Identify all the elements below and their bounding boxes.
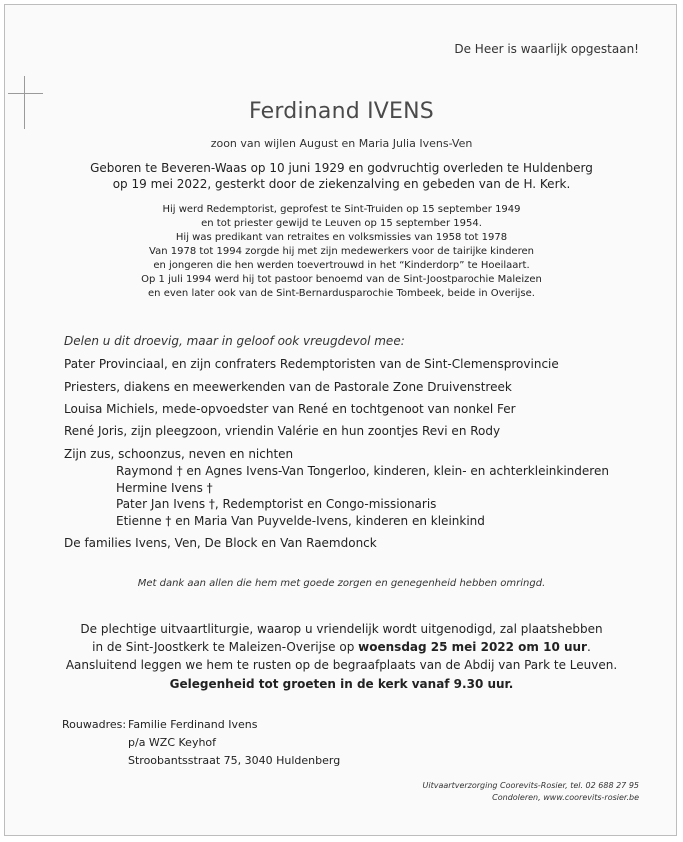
- mourner-group: René Joris, zijn pleegzoon, vriendin Valérie en hun zoontjes Revi en Rody: [64, 424, 501, 438]
- motto: De Heer is waarlijk opgestaan!: [454, 42, 639, 56]
- undertaker-line: Uitvaartverzorging Coorevits-Rosier, tel. 02 688 27 95: [422, 781, 639, 790]
- biography-line: Op 1 juli 1994 werd hij tot pastoor benoemd van de Sint-Joostparochie Maleizen: [141, 274, 542, 285]
- relative-line: Pater Jan Ivens †, Redemptorist en Congo-missionaris: [116, 497, 437, 511]
- mourner-group: Pater Provinciaal, en zijn confraters Redemptoristen van de Sint-Clemensprovincie: [64, 357, 559, 371]
- condolence-line: Condoleren, www.coorevits-rosier.be: [492, 793, 639, 802]
- biography-line: Van 1978 tot 1994 zorgde hij met zijn medewerkers voor de tairijke kinderen: [149, 246, 534, 257]
- biography-line: Hij werd Redemptorist, geprofest te Sint-Truiden op 15 september 1949: [162, 204, 521, 215]
- funeral-date: woensdag 25 mei 2022 om 10 uur: [358, 640, 587, 654]
- funeral-line: De plechtige uitvaartliturgie, waarop u vriendelijk wordt uitgenodigd, zal plaatshebben: [80, 622, 603, 636]
- address-line: p/a WZC Keyhof: [128, 736, 217, 749]
- biography-line: en tot priester gewijd te Leuven op 15 september 1954.: [201, 218, 482, 229]
- biography-line: en even later ook van de Sint-Bernardusparochie Tombeek, beide in Overijse.: [148, 288, 535, 299]
- death-line: op 19 mei 2022, gesterkt door de ziekenzalving en gebeden van de H. Kerk.: [112, 177, 571, 191]
- deceased-name: Ferdinand IVENS: [249, 99, 434, 124]
- mourner-group: Zijn zus, schoonzus, neven en nichten: [64, 447, 294, 461]
- address-line: Stroobantsstraat 75, 3040 Huldenberg: [128, 754, 341, 767]
- address-label: Rouwadres:: [62, 718, 127, 731]
- death-notice-card: [4, 4, 677, 836]
- biography-line: Hij was predikant van retraites en volksmissies van 1958 tot 1978: [175, 232, 508, 243]
- parents-line: zoon van wijlen August en Maria Julia Ivens-Ven: [210, 137, 473, 150]
- funeral-info: [0, 620, 683, 674]
- relative-line: Etienne † en Maria Van Puyvelde-Ivens, kinderen en kleinkind: [116, 514, 485, 528]
- biography: [0, 203, 683, 301]
- funeral-location: in de Sint-Joostkerk te Maleizen-Overijse op: [92, 640, 355, 654]
- relative-line: Raymond † en Agnes Ivens-Van Tongerloo, kinderen, klein- en achterkleinkinderen: [116, 464, 609, 478]
- burial-line: Aansluitend leggen we hem te rusten op de begraafplaats van de Abdij van Park te Leuven.: [65, 658, 618, 672]
- thanks-line: Met dank aan allen die hem met goede zorgen en genegenheid hebben omringd.: [137, 578, 546, 589]
- relative-line: Hermine Ivens †: [116, 481, 213, 495]
- greeting-time: Gelegenheid tot groeten in de kerk vanaf 9.30 uur.: [169, 677, 514, 691]
- birth-death-info: [0, 160, 683, 192]
- biography-line: en jongeren die hen werden toevertrouwd in het “Kinderdorp” te Hoeilaart.: [153, 260, 530, 271]
- mourner-group: Louisa Michiels, mede-opvoedster van René en tochtgenoot van nonkel Fer: [64, 402, 516, 416]
- cross-icon-crossbar: [8, 93, 43, 94]
- families-line: De families Ivens, Ven, De Block en Van Raemdonck: [64, 536, 377, 550]
- address-line: Familie Ferdinand Ivens: [128, 718, 258, 731]
- funeral-location-line: [0, 638, 683, 656]
- mourner-group: Priesters, diakens en meewerkenden van de Pastorale Zone Druivenstreek: [64, 380, 512, 394]
- funeral-period: .: [586, 640, 591, 654]
- birth-line: Geboren te Beveren-Waas op 10 juni 1929 en godvruchtig overleden te Huldenberg: [90, 161, 593, 175]
- mourners-intro: Delen u dit droevig, maar in geloof ook vreugdevol mee:: [64, 334, 405, 348]
